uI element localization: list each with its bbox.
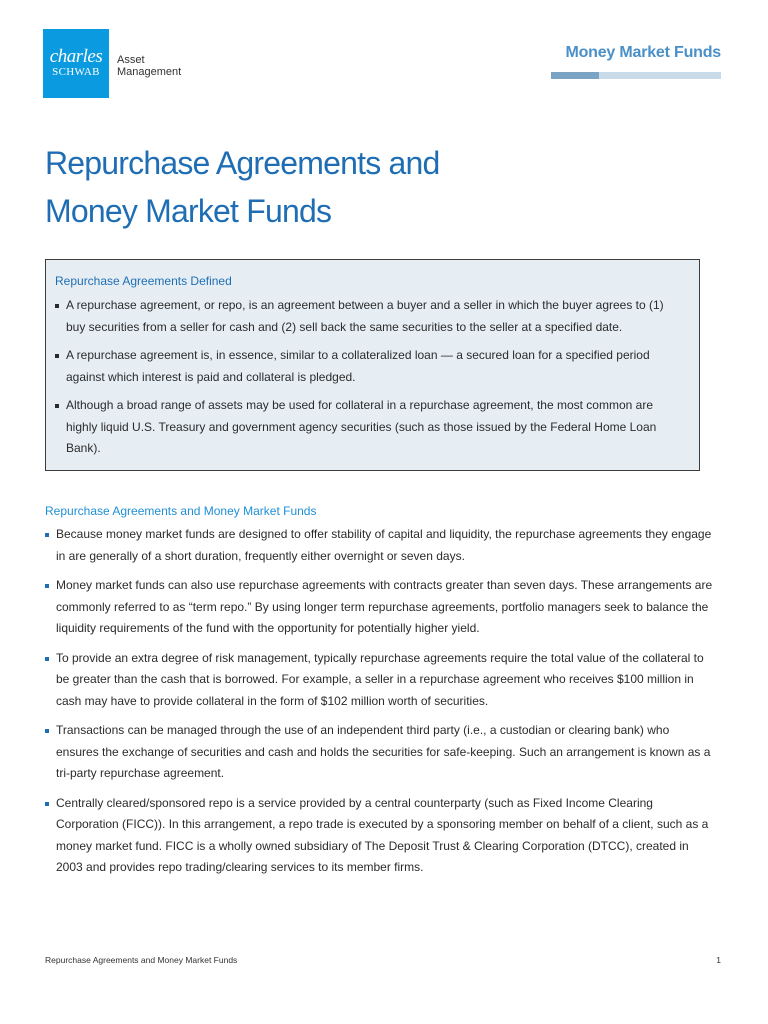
- logo-subtitle-line1: Asset: [117, 54, 145, 66]
- logo-subtitle-line2: Management: [117, 66, 182, 78]
- section-bullet-item: Transactions can be managed through the use of an independent third party (i.e., a custodian or clearing bank) who ensures the exchange of securities and cash and holds the securities for safe-keeping. Such an arrangement is known as a tri-party repurchase agreement.: [45, 720, 715, 785]
- callout-bullet-item: Although a broad range of assets may be used for collateral in a repurchase agreement, the most common are highly liquid U.S. Treasury and government agency securities (such as those issued by the Federal Home Loan Bank).: [55, 395, 685, 460]
- section-bullet-item: Money market funds can also use repurchase agreements with contracts greater than seven days. These arrangements are commonly referred to as “term repo.” By using longer term repurchase agreements, portfolio managers seek to balance the liquidity requirements of the fund with the opportunity for potentially higher yield.: [45, 575, 715, 640]
- section-bullet-item: To provide an extra degree of risk management, typically repurchase agreements require the total value of the collateral to be greater than the cash that is borrowed. For example, a seller in a repurchase agreement who receives $100 million in cash may have to provide collateral in the form of $102 million worth of securities.: [45, 648, 715, 713]
- callout-bullet-item: A repurchase agreement is, in essence, similar to a collateralized loan — a secured loan for a specified period against which interest is paid and collateral is pledged.: [55, 345, 685, 388]
- logo-script-text: charles: [49, 46, 103, 67]
- page-title-line2: Money Market Funds: [45, 193, 332, 229]
- callout-bullet-item: A repurchase agreement, or repo, is an agreement between a buyer and a seller in which the buyer agrees to (1) buy securities from a seller for cash and (2) sell back the same securities to the seller at a specified date.: [55, 295, 685, 338]
- section-bullet-item: Centrally cleared/sponsored repo is a service provided by a central counterparty (such as Fixed Income Clearing Corporation (FICC)). In this arrangement, a repo trade is executed by a sponsoring member on behalf of a client, such as a money market fund. FICC is a wholly owned subsidiary of The Deposit Trust & Clearing Corporation (DTCC), created in 2003 and provides repo trading/clearing services to its member firms.: [45, 793, 715, 879]
- header-accent-bar-dark: [551, 72, 599, 79]
- schwab-logo: [43, 29, 109, 98]
- footer-page-number: 1: [716, 955, 721, 965]
- header-accent-bar: [551, 72, 721, 79]
- header-title: Money Market Funds: [565, 44, 721, 61]
- logo-subtitle: [117, 54, 181, 78]
- callout-heading: Repurchase Agreements Defined: [55, 274, 232, 288]
- section-heading: Repurchase Agreements and Money Market Funds: [45, 504, 317, 518]
- page-title-line1: Repurchase Agreements and: [45, 145, 440, 181]
- callout-bullet-list: [55, 295, 685, 460]
- logo-caps-text: SCHWAB: [52, 66, 100, 78]
- section-bullet-list: [45, 524, 715, 879]
- header-accent-bar-light: [599, 72, 721, 79]
- section-bullet-item: Because money market funds are designed to offer stability of capital and liquidity, the repurchase agreements they engage in are generally of a short duration, frequently either overnight or seven days.: [45, 524, 715, 567]
- page-title: [45, 139, 440, 235]
- footer-document-title: Repurchase Agreements and Money Market Funds: [45, 955, 238, 965]
- money-market-section: [45, 503, 715, 887]
- definition-callout-box: [45, 259, 700, 471]
